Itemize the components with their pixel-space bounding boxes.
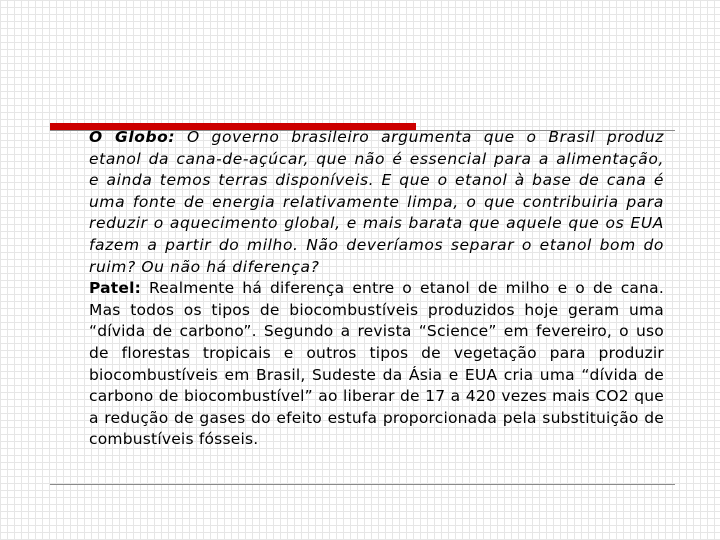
bottom-divider — [50, 484, 675, 485]
answer-paragraph — [89, 278, 664, 451]
interview-text — [89, 127, 664, 451]
question-speaker: O Globo: — [89, 128, 176, 146]
question-text: O governo brasileiro argumenta que o Brasil produz etanol da cana-de-açúcar, que não é essencial para a alimentação, e ainda temos terras disponíveis. E que o etanol à base de cana é uma fonte de energia relativamente limpa, o que contribuiria para reduzir o aquecimento global, e mais barata que aquele que os EUA fazem a partir do milho. Não deveríamos separar o etanol bom do ruim? Ou não há diferença? — [89, 128, 665, 276]
answer-speaker: Patel: — [89, 279, 142, 298]
answer-text: Realmente há diferença entre o etanol de milho e o de cana. Mas todos os tipos de biocombustíveis produzidos hoje geram uma “dívida de carbono”. Segundo a revista “Science” em fevereiro, o uso de florestas tropicais e outros tipos de vegetação para produzir biocombustíveis em Brasil, Sudeste da Ásia e EUA cria uma “dívida de carbono de biocombustível” ao liberar de 17 a 420 vezes mais CO2 que a redução de gases do efeito estufa proporcionada pela substituição de combustíveis fósseis. — [89, 279, 664, 449]
question-paragraph — [89, 127, 664, 278]
